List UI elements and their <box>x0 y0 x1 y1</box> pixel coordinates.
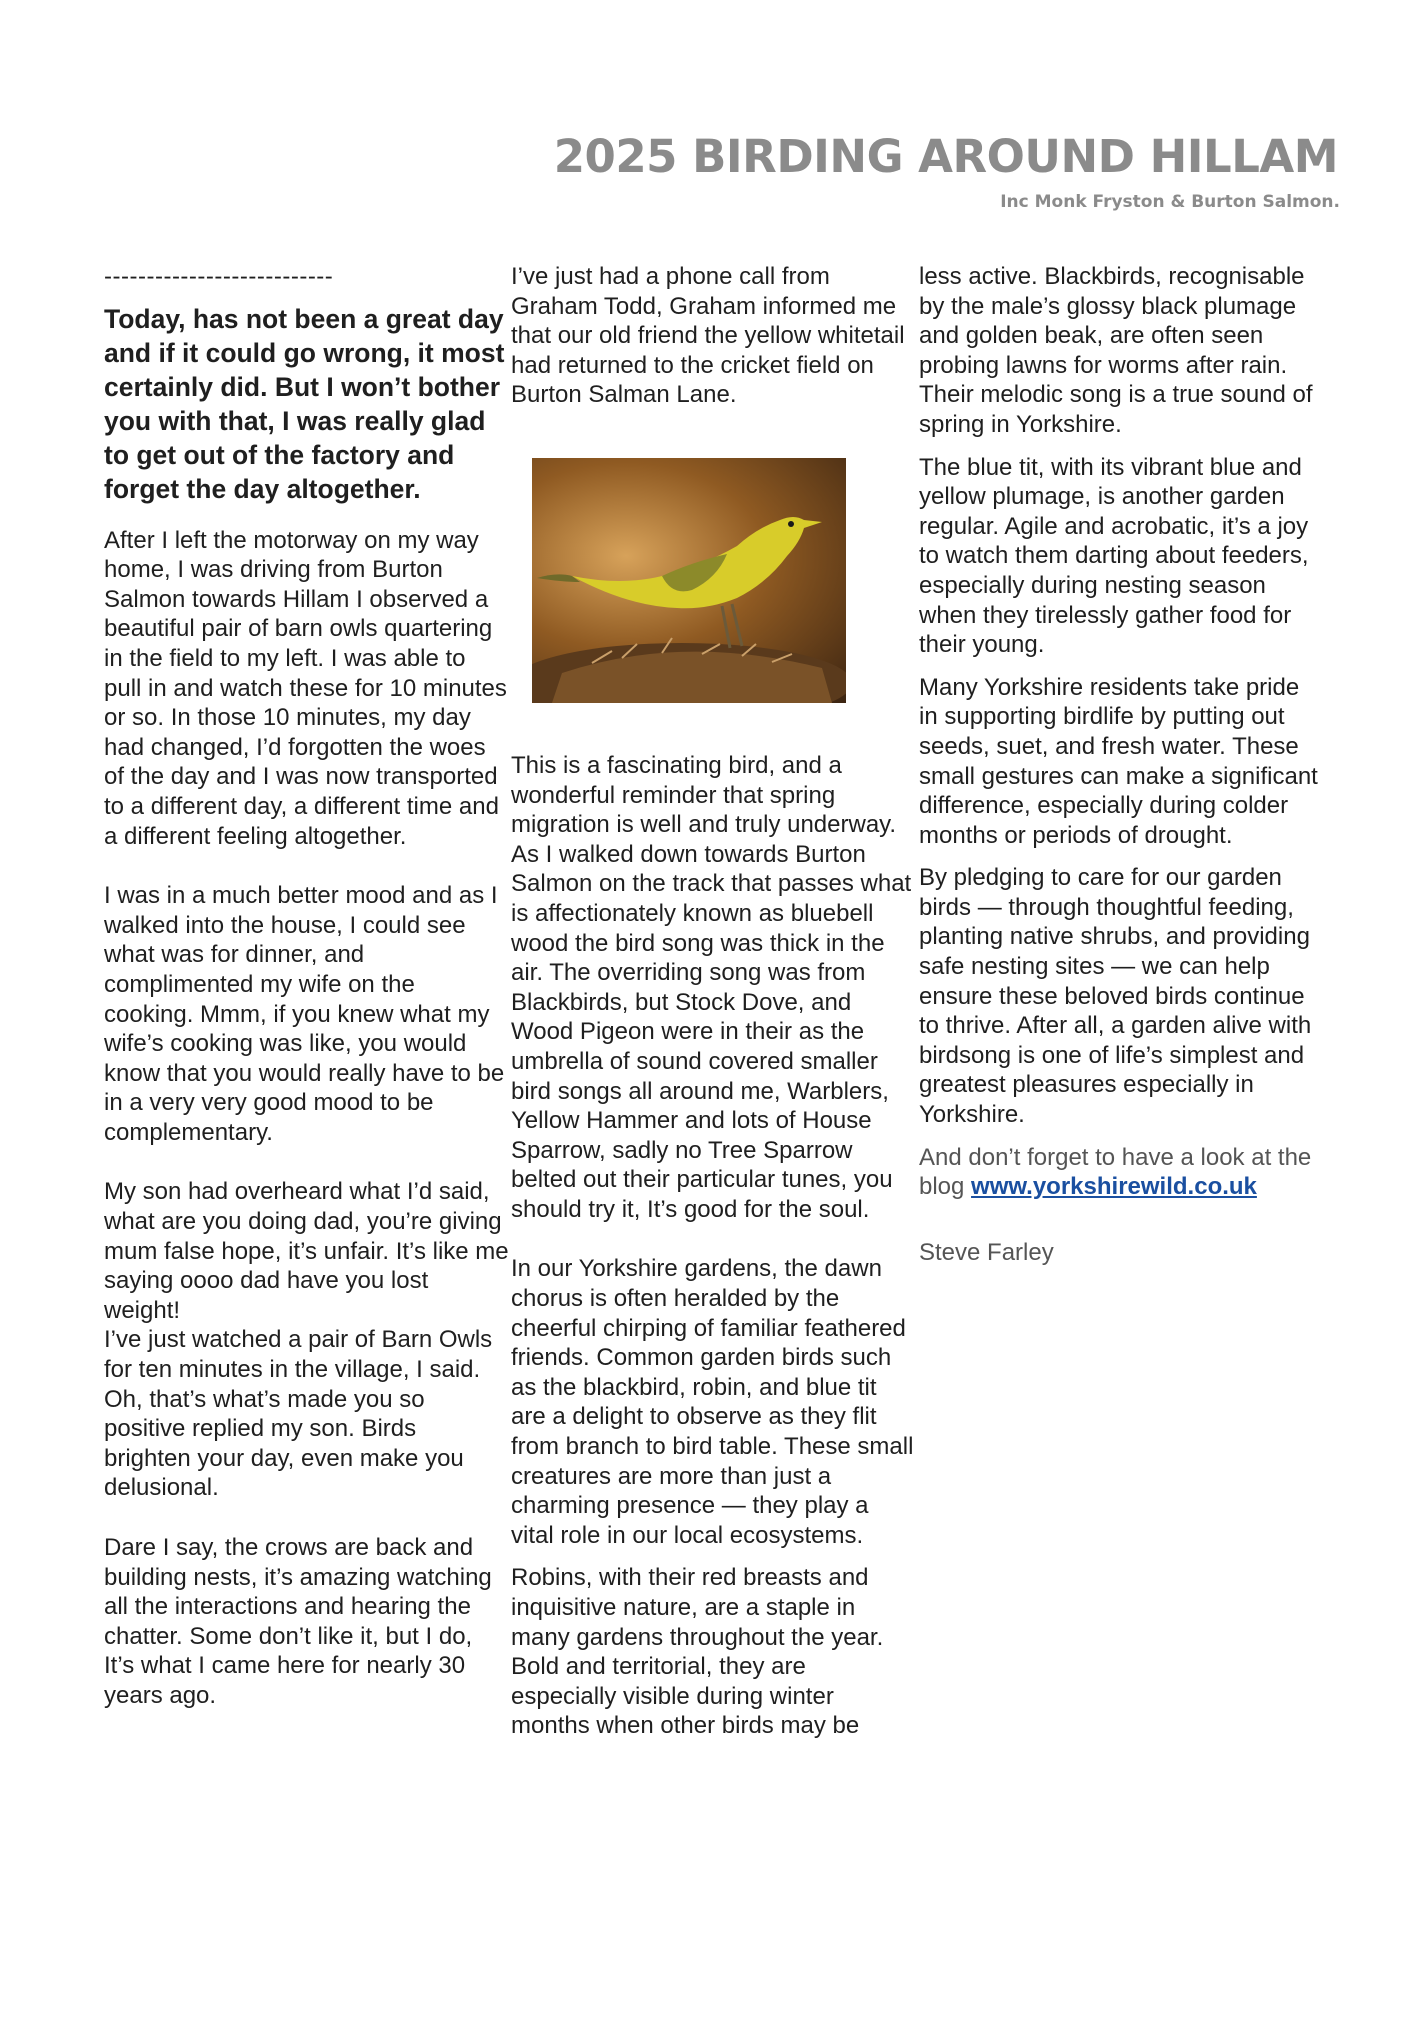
paragraph: Robins, with their red breasts and inquisitive nature, are a staple in many gardens throughout the year. Bold and territorial, they are especially visible during winter months when other birds may be <box>511 1564 884 1740</box>
bird-illustration <box>532 458 846 703</box>
paragraph: Dare I say, the crows are back and building nests, it’s amazing watching all the interactions and hearing the chatter. Some don’t like it, but I do, It’s what I came here for nearly 30 years ago. <box>104 1534 492 1709</box>
paragraph: I’ve just had a phone call from Graham Todd, Graham informed me that our old friend the yellow whitetail had returned to the cricket field on Burton Salman Lane. <box>511 263 905 409</box>
paragraph: I’ve just watched a pair of Barn Owls for ten minutes in the village, I said. Oh, that’s what’s made you so positive replied my son. Birds brighten your day, even make you delusional. <box>104 1326 493 1502</box>
paragraph: This is a fascinating bird, and a wonderful reminder that spring migration is well and truly underway. As I walked down towards Burton Salmon on the track that passes what is affectionately known as bluebell wood the bird song was thick in the air. The overriding song was from Blackbirds, but Stock Dove, and Wood Pigeon were in their as the umbrella of sound covered smaller bird songs all around me, Warblers, Yellow Hammer and lots of House Sparrow, sadly no Tree Sparrow belted out their particular tunes, you should try it, It’s good for the soul. <box>511 751 912 1223</box>
page-title: 2025 BIRDING AROUND HILLAM <box>553 130 1338 183</box>
paragraph: The blue tit, with its vibrant blue and yellow plumage, is another garden regular. Agile and acrobatic, it’s a joy to watch them darting about feeders, especially during nesting season when they tirelessly gather food for their young. <box>919 453 1309 659</box>
blog-note <box>919 1143 1324 1202</box>
blog-prefix: And don’t forget to have a look at the blog <box>919 1143 1312 1201</box>
yellow-wagtail-photo <box>532 458 846 703</box>
column-3 <box>919 262 1324 1267</box>
paragraph: By pledging to care for our garden birds — through thoughtful feeding, planting native shrubs, and providing safe nesting sites — we can help ensure these beloved birds continue to thrive. After all, a garden alive with birdsong is one of life’s simplest and greatest pleasures especially in Yorkshire. <box>919 864 1312 1129</box>
paragraph: Many Yorkshire residents take pride in supporting birdlife by putting out seeds, suet, and fresh water. These small gestures can make a significant difference, especially during colder months or periods of drought. <box>919 673 1318 849</box>
paragraph: In our Yorkshire gardens, the dawn chorus is often heralded by the cheerful chirping of familiar feathered friends. Common garden birds such as the blackbird, robin, and blue tit are a delight to observe as they flit from branch to bird table. These small creatures are more than just a charming presence — they play a vital role in our local ecosystems. <box>511 1255 914 1549</box>
paragraph: After I left the motorway on my way home, I was driving from Burton Salmon towards Hillam I observed a beautiful pair of barn owls quartering in the field to my left. I was able to pull in and watch these for 10 minutes or so. In those 10 minutes, my day had changed, I’d forgotten the woes of the day and I was now transported to a different day, a different time and a different feeling altogether. <box>104 526 507 850</box>
column-1 <box>104 262 509 1711</box>
paragraph: My son had overheard what I’d said, what are you doing dad, you’re giving mum false hope, it’s unfair. It’s like me saying oooo dad have you lost weight! <box>104 1178 509 1324</box>
paragraph: I was in a much better mood and as I walked into the house, I could see what was for dinner, and complimented my wife on the cooking. Mmm, if you knew what my wife’s cooking was like, you would know that you would really have to be in a very very good mood to be complementary. <box>104 882 505 1146</box>
signature: Steve Farley <box>919 1238 1054 1266</box>
divider: --------------------------- <box>104 263 334 290</box>
blog-link[interactable]: www.yorkshirewild.co.uk <box>971 1173 1257 1201</box>
paragraph: less active. Blackbirds, recognisable by the male’s glossy black plumage and golden beak, are often seen probing lawns for worms after rain. Their melodic song is a true sound of spring in Yorkshire. <box>919 263 1313 438</box>
column-2 <box>511 262 916 1741</box>
lead-paragraph: Today, has not been a great day and if it could go wrong, it most certainly did. But I won’t bother you with that, I was really glad to get out of the factory and forget the day altogether. <box>104 303 505 504</box>
page-subtitle: Inc Monk Fryston & Burton Salmon. <box>1000 192 1340 212</box>
